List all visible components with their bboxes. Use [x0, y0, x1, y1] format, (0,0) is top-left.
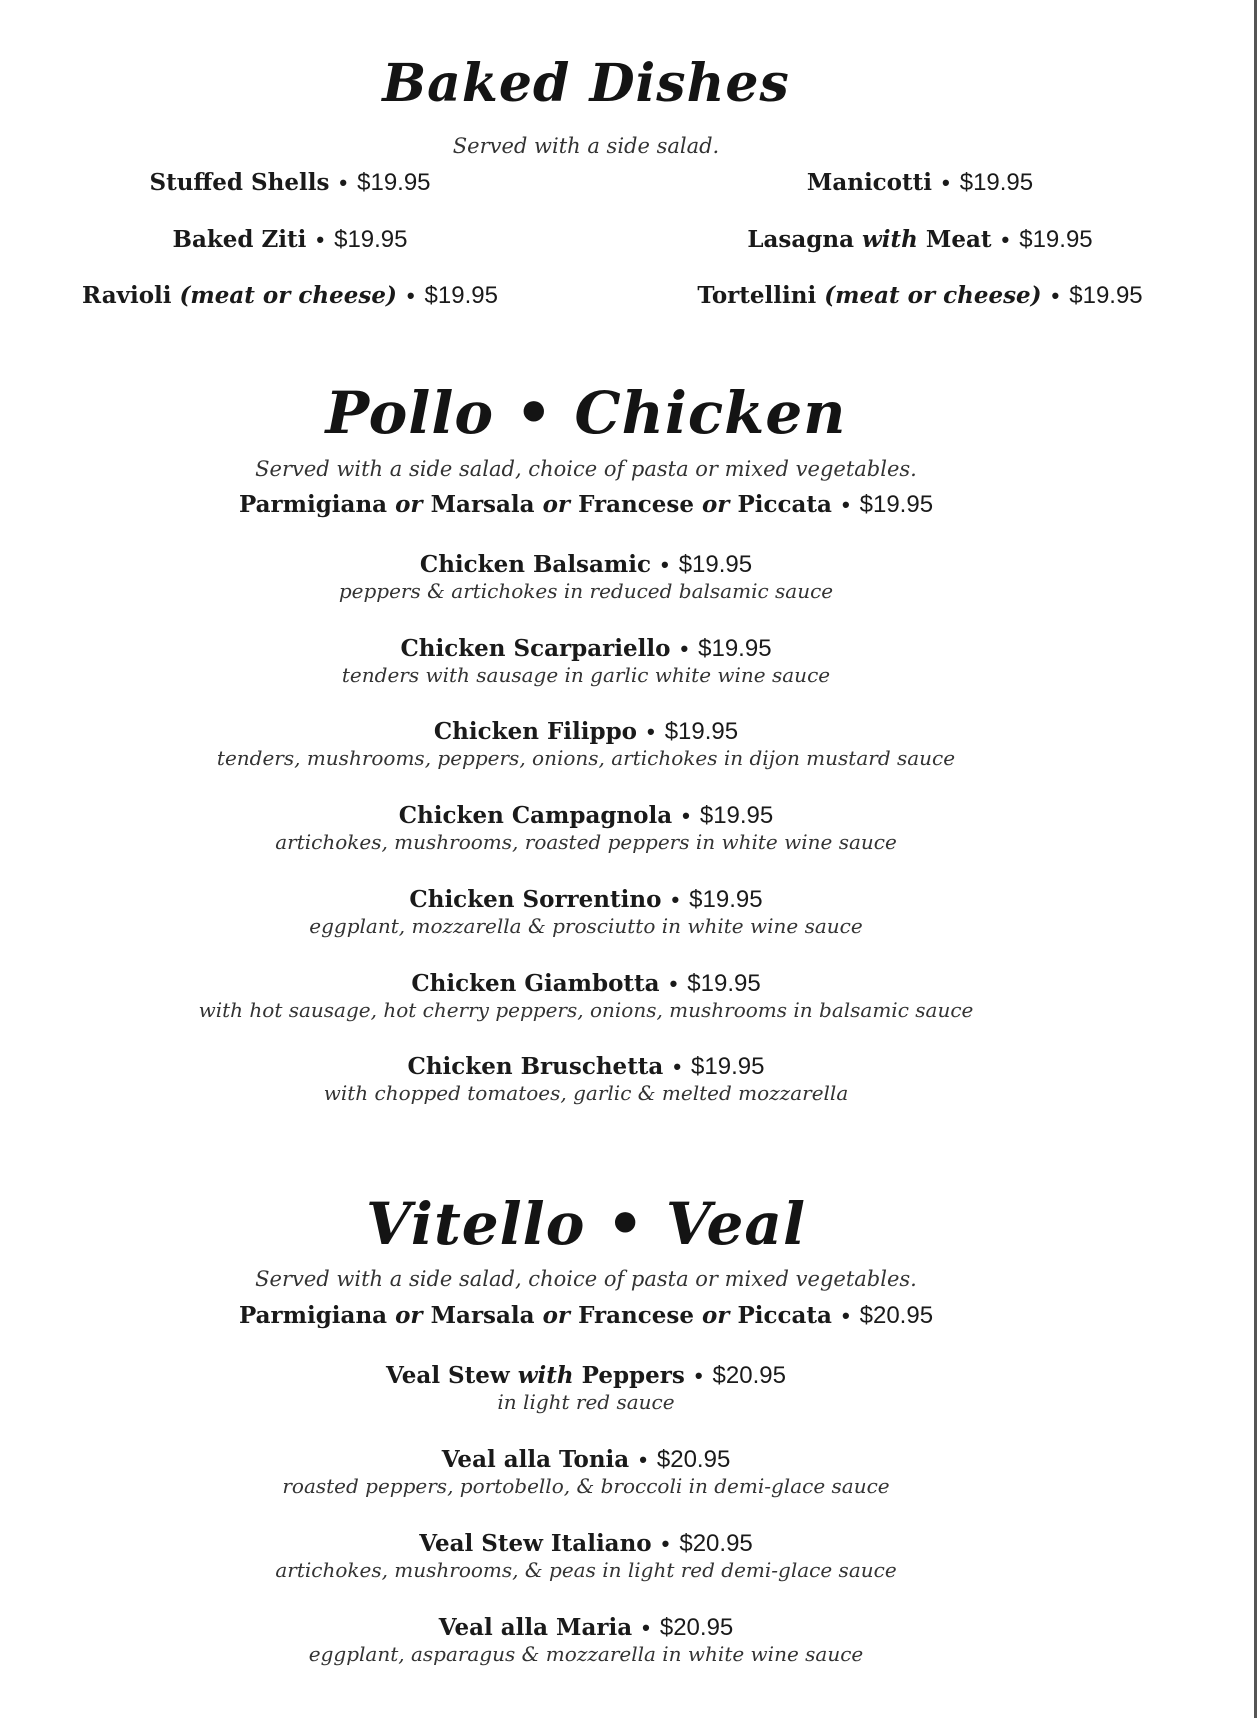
classic-option: Piccata: [737, 1302, 832, 1329]
veal-item-wrap: [0, 1364, 1172, 1412]
item-price: $19.95: [334, 226, 408, 253]
veal-item-wrap: [0, 1532, 1172, 1580]
baked-left-column-3: [40, 284, 540, 308]
veal-subtitle-wrap: [0, 1269, 1172, 1290]
item-description: peppers & artichokes in reduced balsamic sauce: [338, 579, 834, 603]
menu-item: [0, 1616, 1172, 1640]
classic-option: Parmigiana: [238, 491, 388, 518]
item-description: artichokes, mushrooms, & peas in light red demi-glace sauce: [275, 1558, 897, 1582]
classic-or: or: [395, 491, 423, 518]
chicken-subtitle: Served with a side salad, choice of pasta or mixed vegetables.: [255, 457, 917, 481]
item-note: (meat or cheese): [179, 282, 397, 309]
separator-dot: •: [841, 1303, 850, 1328]
separator-dot: •: [642, 1615, 650, 1640]
menu-item: [660, 228, 1180, 252]
item-price: $19.95: [689, 886, 763, 913]
item-name: Chicken Filippo: [433, 718, 637, 745]
item-name: Manicotti: [806, 169, 933, 196]
baked-right-column-3: [660, 284, 1180, 308]
item-price: $19.95: [678, 551, 753, 578]
classic-or: or: [542, 1302, 571, 1329]
menu-item: [0, 553, 1172, 577]
baked-dishes-title: Baked Dishes: [382, 53, 790, 114]
item-name: Chicken Campagnola: [398, 802, 673, 829]
item-name: Chicken Bruschetta: [407, 1053, 664, 1080]
separator-dot: •: [682, 803, 690, 828]
menu-item-classic: [0, 1304, 1172, 1328]
item-price: $19.95: [357, 169, 431, 196]
item-description: in light red sauce: [497, 1390, 675, 1414]
separator-dot: •: [694, 1363, 703, 1388]
baked-left-column-2: [40, 228, 540, 252]
item-price: $19.95: [1069, 282, 1143, 309]
item-name: Chicken Balsamic: [419, 551, 651, 578]
menu-item: [660, 171, 1180, 195]
classic-option: Francese: [578, 1302, 694, 1329]
baked-dishes-subtitle: Served with a side salad.: [452, 134, 720, 158]
baked-dishes-subtitle-wrap: [0, 136, 1172, 157]
item-description: tenders with sausage in garlic white wine sauce: [341, 663, 831, 687]
menu-item: [0, 720, 1172, 744]
item-name: Veal alla Tonia: [441, 1446, 630, 1473]
separator-dot: •: [639, 1447, 647, 1472]
item-price: $19.95: [698, 635, 772, 662]
item-price: $20.95: [859, 1302, 934, 1329]
chicken-item-wrap: [0, 720, 1172, 768]
menu-item: [660, 284, 1180, 308]
chicken-item-wrap: [0, 637, 1172, 685]
veal-classic-wrap: [0, 1304, 1172, 1328]
item-description: eggplant, mozzarella & prosciutto in white wine sauce: [309, 914, 863, 938]
separator-dot: •: [660, 552, 669, 577]
separator-dot: •: [647, 719, 655, 744]
separator-dot: •: [406, 283, 415, 308]
item-description: artichokes, mushrooms, roasted peppers in white wine sauce: [275, 830, 897, 854]
separator-dot: •: [316, 227, 325, 252]
separator-dot: •: [1051, 283, 1060, 308]
classic-option: Parmigiana: [238, 1302, 388, 1329]
item-description: with chopped tomatoes, garlic & melted mozzarella: [323, 1081, 849, 1105]
menu-item: [0, 1532, 1172, 1556]
item-name: Stuffed Shells: [149, 169, 330, 196]
chicken-item-wrap: [0, 972, 1172, 1020]
item-price: $19.95: [691, 1053, 765, 1080]
item-price: $19.95: [664, 718, 739, 745]
menu-item: [0, 1448, 1172, 1472]
item-description: roasted peppers, portobello, & broccoli in demi-glace sauce: [282, 1474, 890, 1498]
item-description: tenders, mushrooms, peppers, onions, artichokes in dijon mustard sauce: [216, 746, 956, 770]
classic-option: Marsala: [430, 1302, 535, 1329]
item-description: with hot sausage, hot cherry peppers, onions, mushrooms in balsamic sauce: [198, 998, 974, 1022]
item-description: eggplant, asparagus & mozzarella in white wine sauce: [308, 1642, 864, 1666]
item-name: Veal alla Maria: [438, 1614, 633, 1641]
item-name-with: with: [862, 226, 918, 253]
separator-dot: •: [942, 170, 950, 195]
separator-dot: •: [661, 1531, 670, 1556]
item-name: Chicken Giambotta: [411, 970, 660, 997]
item-name: Chicken Scarpariello: [400, 635, 671, 662]
item-name: Chicken Sorrentino: [409, 886, 662, 913]
chicken-item-wrap: [0, 804, 1172, 852]
menu-item: [0, 637, 1172, 661]
separator-dot: •: [680, 636, 689, 661]
menu-item: [40, 228, 540, 252]
menu-item: [0, 888, 1172, 912]
chicken-title: Pollo • Chicken: [325, 379, 847, 447]
baked-right-column-2: [660, 228, 1180, 252]
veal-subtitle: Served with a side salad, choice of pasta or mixed vegetables.: [255, 1267, 917, 1291]
classic-or: or: [542, 491, 571, 518]
item-name: Lasagna: [747, 226, 854, 253]
classic-option: Francese: [578, 491, 694, 518]
classic-or: or: [701, 491, 730, 518]
item-price: $19.95: [687, 970, 761, 997]
item-price: $19.95: [959, 169, 1034, 196]
menu-item: [0, 972, 1172, 996]
item-name-with: with: [517, 1362, 574, 1389]
separator-dot: •: [841, 492, 850, 517]
item-price: $20.95: [712, 1362, 786, 1389]
item-name-b: Peppers: [581, 1362, 685, 1389]
separator-dot: •: [339, 170, 348, 195]
baked-dishes-section: [0, 53, 1172, 114]
item-name: Ravioli: [82, 282, 172, 309]
item-price: $19.95: [1019, 226, 1093, 253]
classic-or: or: [701, 1302, 730, 1329]
item-price: $19.95: [424, 282, 498, 309]
chicken-section: [0, 379, 1172, 447]
chicken-subtitle-wrap: [0, 459, 1172, 480]
chicken-item-wrap: [0, 553, 1172, 601]
item-name: Tortellini: [697, 282, 817, 309]
separator-dot: •: [669, 971, 678, 996]
item-price: $19.95: [699, 802, 774, 829]
item-price: $19.95: [859, 491, 934, 518]
item-note: (meat or cheese): [824, 282, 1042, 309]
item-price: $20.95: [659, 1614, 734, 1641]
chicken-classic-wrap: [0, 493, 1172, 517]
separator-dot: •: [671, 887, 680, 912]
chicken-item-wrap: [0, 888, 1172, 936]
menu-item: [0, 1364, 1172, 1388]
item-name: Veal Stew: [386, 1362, 510, 1389]
classic-option: Piccata: [737, 491, 832, 518]
veal-item-wrap: [0, 1616, 1172, 1664]
veal-section: [0, 1190, 1172, 1258]
page-edge-divider: [1254, 0, 1257, 1718]
separator-dot: •: [1001, 227, 1010, 252]
item-price: $20.95: [656, 1446, 731, 1473]
menu-item-classic: [0, 493, 1172, 517]
menu-item: [40, 171, 540, 195]
veal-title: Vitello • Veal: [365, 1190, 807, 1258]
separator-dot: •: [673, 1054, 682, 1079]
baked-left-column: [40, 171, 540, 195]
item-name: Veal Stew Italiano: [419, 1530, 652, 1557]
classic-or: or: [395, 1302, 423, 1329]
item-price: $20.95: [679, 1530, 753, 1557]
item-name: Baked Ziti: [172, 226, 307, 253]
baked-right-column: [660, 171, 1180, 195]
menu-item: [40, 284, 540, 308]
item-name-b: Meat: [925, 226, 992, 253]
classic-option: Marsala: [430, 491, 535, 518]
veal-item-wrap: [0, 1448, 1172, 1496]
menu-item: [0, 1055, 1172, 1079]
menu-item: [0, 804, 1172, 828]
chicken-item-wrap: [0, 1055, 1172, 1103]
